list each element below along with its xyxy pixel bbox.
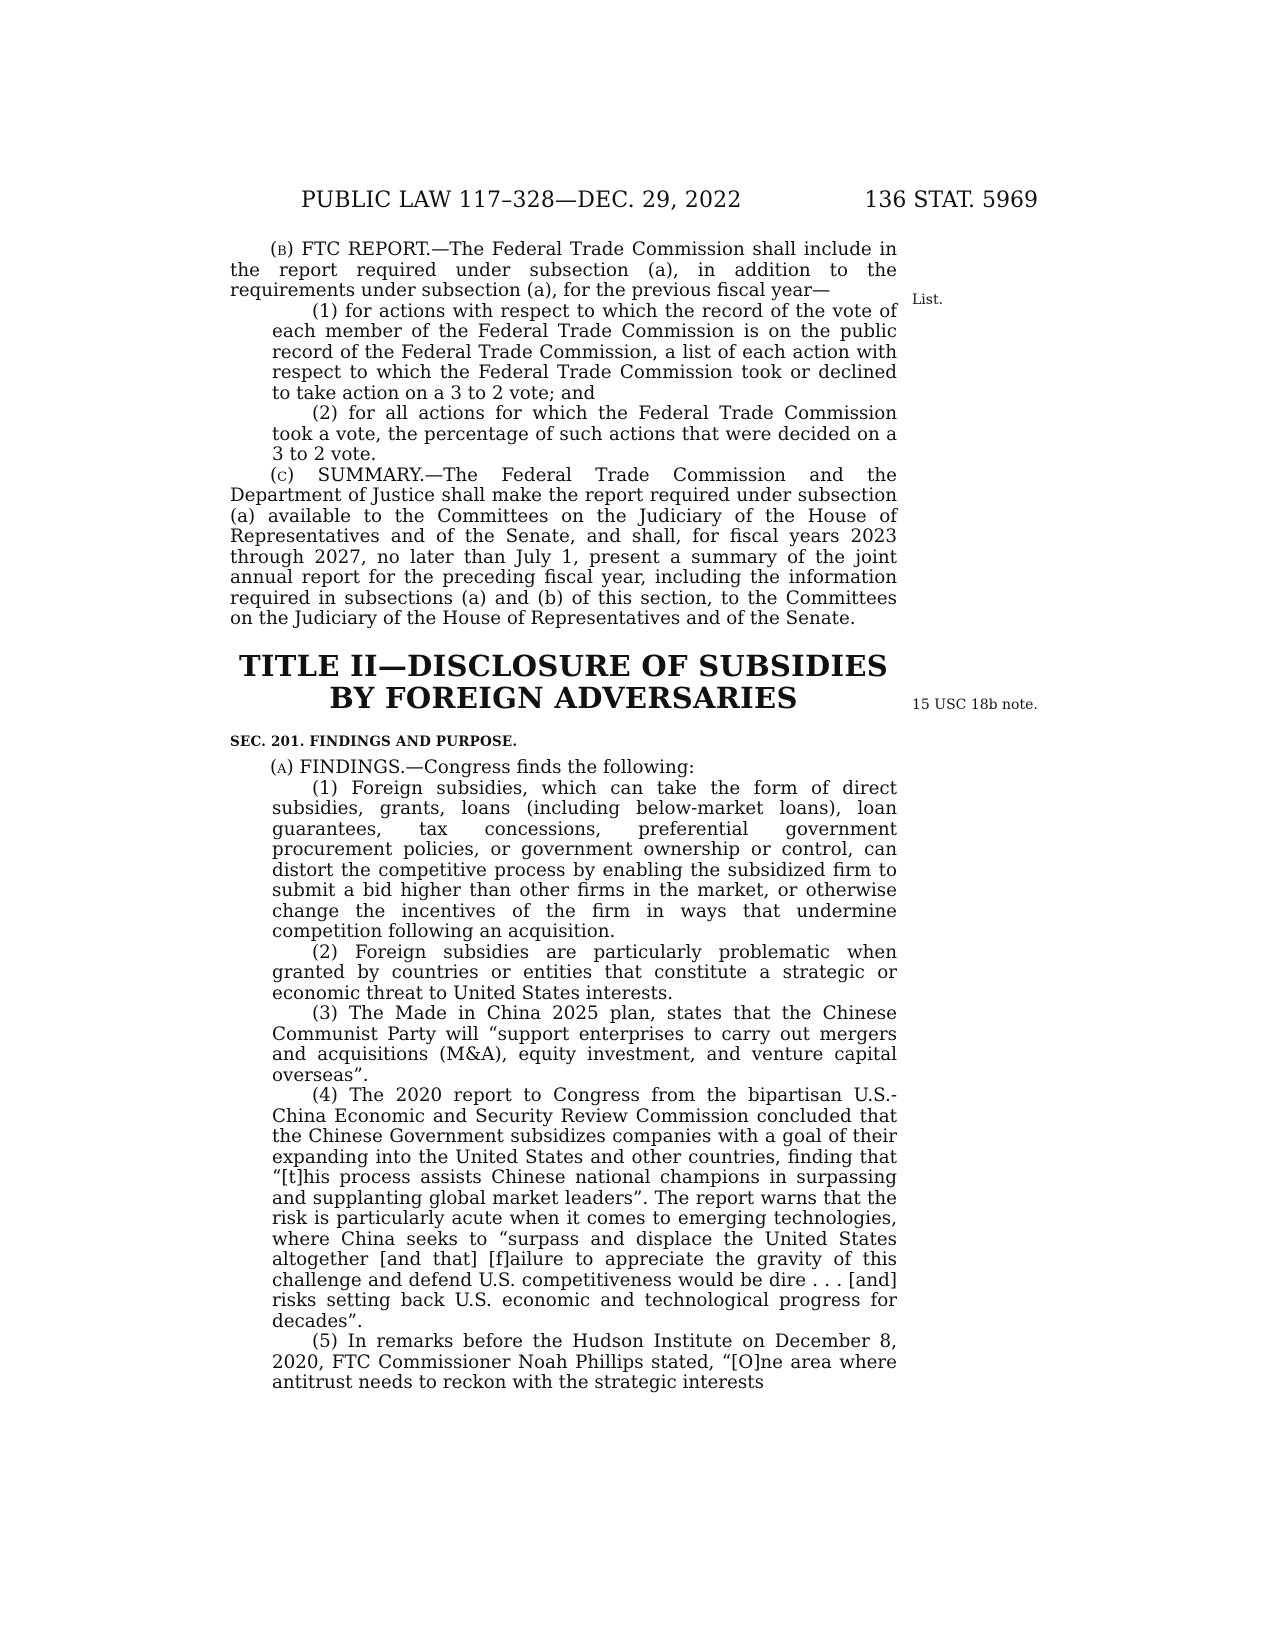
page-header bbox=[248, 188, 1038, 222]
finding-4: (4) The 2020 report to Congress from the bipartisan U.S.-China Economic and Security Review Commission concluded that the Chinese Government subsidizes companies with a goal of their expanding into the United States and other countries, finding that “[t]his process assists Chinese national champions in surpassing and supplanting global market leaders”. The report warns that the risk is particularly acute when it comes to emerging technologies, where China seeks to “surpass and displace the United States altogether [and that] [f]ailure to appreciate the gravity of this challenge and defend U.S. competitiveness would be dire . . . [and] risks setting back U.S. economic and technological progress for decades”. bbox=[272, 1085, 897, 1332]
document-body bbox=[230, 240, 897, 1394]
running-head: PUBLIC LAW 117–328—DEC. 29, 2022 bbox=[301, 188, 742, 213]
subsection-b-item-1: (1) for actions with respect to which the record of the vote of each member of the Federal Trade Commission is on the public record of the Federal Trade Commission, a list of each action with respect to which the Federal Trade Commission took or declined to take action on a 3 to 2 vote; and bbox=[272, 300, 897, 404]
finding-3: (3) The Made in China 2025 plan, states that the Chinese Communist Party will “support enterprises to carry out mergers and acquisitions (M&A), equity investment, and venture capital overseas”. bbox=[272, 1003, 897, 1086]
margin-note-usc: 15 USC 18b note. bbox=[912, 697, 1038, 713]
subsection-c-heading: (c) SUMMARY.— bbox=[270, 464, 444, 486]
stat-page-reference: 136 STAT. 5969 bbox=[864, 188, 1038, 213]
findings-intro bbox=[230, 758, 897, 779]
finding-5: (5) In remarks before the Hudson Institute on December 8, 2020, FTC Commissioner Noah Phillips stated, “[O]ne area where antitrust needs to reckon with the strategic interests bbox=[272, 1331, 897, 1393]
findings-intro-text: Congress finds the following: bbox=[423, 757, 695, 778]
title-heading bbox=[230, 650, 897, 714]
subsection-c bbox=[230, 466, 897, 630]
subsection-b-heading: (b) FTC REPORT.— bbox=[270, 239, 450, 260]
finding-1: (1) Foreign subsidies, which can take the form of direct subsidies, grants, loans (including below-market loans), loan guarantees, tax concessions, preferential government procurement policies, or government ownership or control, can distort the competitive process by enabling the subsidized firm to submit a bid higher than other firms in the market, or otherwise change the incentives of the firm in ways that undermine competition following an acquisition. bbox=[272, 777, 897, 942]
subsection-b bbox=[230, 240, 897, 302]
subsection-b-text: The Federal Trade Commission shall include in the report required under subsection (a), in addition to the requirements under subsection (a), for the previous fiscal year— bbox=[230, 239, 897, 301]
finding-2: (2) Foreign subsidies are particularly problematic when granted by countries or entities that constitute a strategic or economic threat to United States interests. bbox=[272, 941, 897, 1004]
section-heading: SEC. 201. FINDINGS AND PURPOSE. bbox=[230, 733, 518, 750]
findings-heading: (a) FINDINGS.— bbox=[270, 757, 424, 778]
margin-note-list: List. bbox=[912, 292, 944, 308]
title-line-2: BY FOREIGN ADVERSARIES bbox=[329, 680, 798, 715]
title-line-1: TITLE II—DISCLOSURE OF SUBSIDIES bbox=[239, 648, 888, 683]
subsection-c-text: The Federal Trade Commission and the Department of Justice shall make the report required under subsection (a) available to the Committees on the Judiciary of the House of Representatives and of the Senate, and shall, for fiscal years 2023 through 2027, no later than July 1, present a summary of the joint annual report for the preceding fiscal year, including the information required in subsections (a) and (b) of this section, to the Committees on the Judiciary of the House of Representatives and of the Senate. bbox=[230, 464, 897, 629]
subsection-b-item-2: (2) for all actions for which the Federal Trade Commission took a vote, the percentage of such actions that were decided on a 3 to 2 vote. bbox=[272, 403, 897, 465]
